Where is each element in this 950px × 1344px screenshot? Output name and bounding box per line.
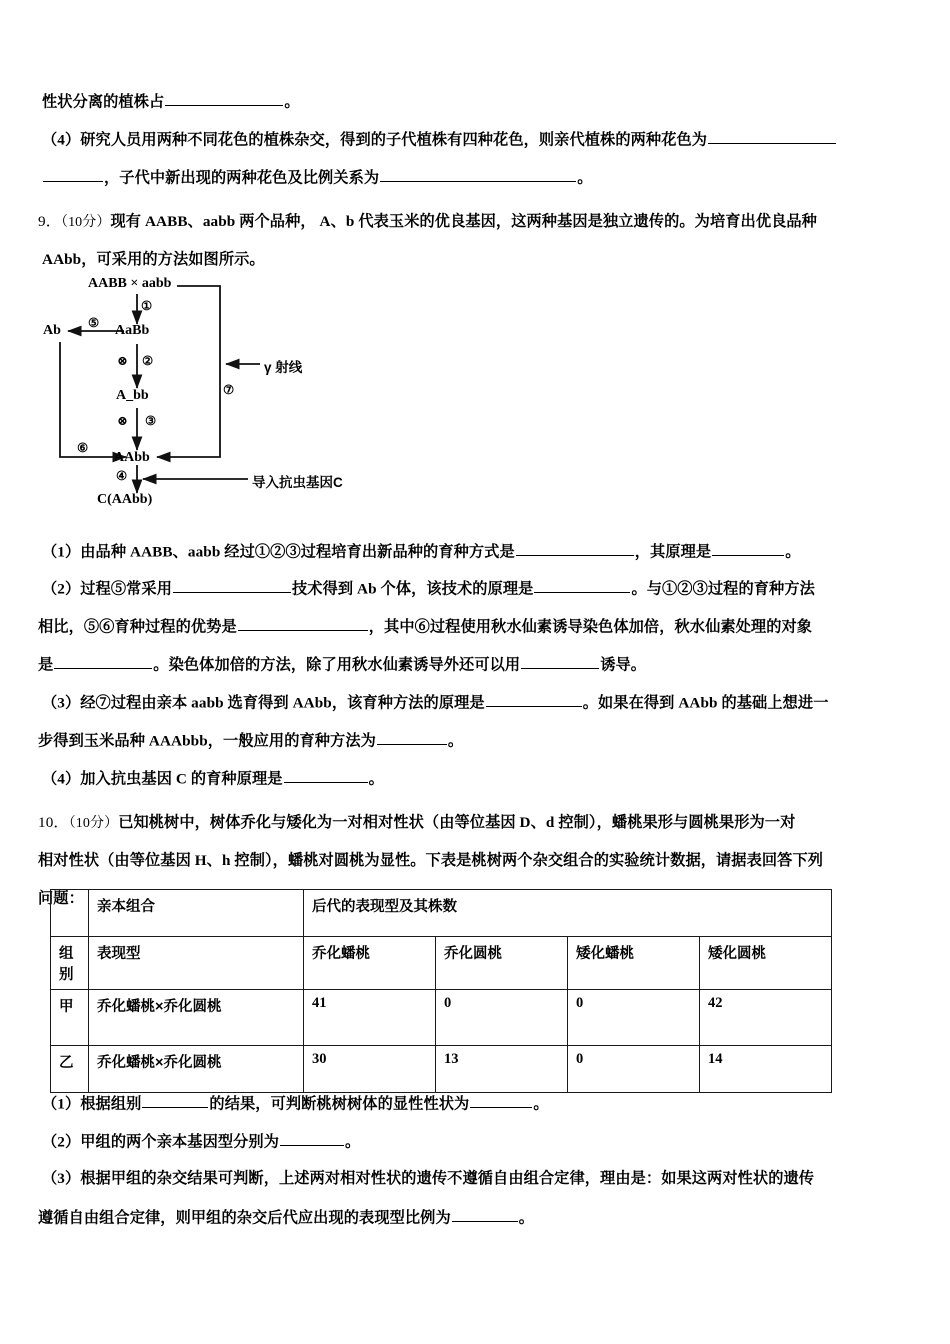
answer-blank[interactable] (165, 91, 283, 106)
table-row (51, 990, 832, 1046)
q9-sub-4: （4）加入抗虫基因 C 的育种原理是 。 (42, 768, 384, 789)
diagram-node-parents: AABB × aabb (88, 276, 172, 291)
answer-blank[interactable] (377, 730, 447, 745)
breeding-flow-diagram (40, 272, 343, 522)
q10-sub-2: （2）甲组的两个亲本基因型分别为 。 (42, 1131, 360, 1152)
answer-blank[interactable] (54, 654, 152, 669)
answer-blank[interactable] (280, 1131, 344, 1146)
q10-sub-3-line-1: （3）根据甲组的杂交结果可判断，上述两对相对性状的遗传不遵循自由组合定律，理由是：如果这两对性状的遗传 (42, 1170, 815, 1187)
answer-blank[interactable] (708, 129, 836, 144)
transgene-label: 导入抗虫基因C (252, 475, 343, 490)
table-header-tall-flat: 乔化蟠桃 (304, 937, 436, 990)
question-10-stem-line-3: 问题： (38, 890, 84, 907)
table-cell-group: 甲 (51, 990, 89, 1046)
diagram-node-ab: Ab (43, 323, 61, 338)
table-cell-count: 41 (304, 990, 436, 1046)
table-cell-empty (51, 890, 89, 937)
diagram-step-4: ④ (116, 469, 128, 483)
self-cross-symbol-2: ⊗ (117, 413, 128, 428)
q9-sub-3-line-2: 步得到玉米品种 AAAbbb，一般应用的育种方法为 。 (38, 730, 463, 751)
answer-blank[interactable] (43, 167, 103, 182)
answer-blank[interactable] (173, 578, 291, 593)
table-header-offspring: 后代的表现型及其株数 (304, 890, 832, 937)
table-cell-count: 0 (568, 1046, 700, 1093)
top-line-1: 性状分离的植株占 。 (42, 91, 300, 112)
table-header-phenotype: 表现型 (89, 937, 304, 990)
gamma-ray-label: γ 射线 (264, 360, 303, 375)
table-cell-count: 14 (700, 1046, 832, 1093)
self-cross-symbol-1: ⊗ (117, 353, 128, 368)
q9-sub-2-line-3: 是 。染色体加倍的方法，除了用秋水仙素诱导外还可以用 诱导。 (38, 654, 646, 675)
table-header-parent-combination: 亲本组合 (89, 890, 304, 937)
q9-sub-2-line-2: 相比，⑤⑥育种过程的优势是 ，其中⑥过程使用秋水仙素诱导染色体加倍，秋水仙素处理的对象 (38, 616, 812, 637)
table-row (51, 1046, 832, 1093)
table-cell-count: 13 (436, 1046, 568, 1093)
table-header-row-1 (51, 890, 832, 937)
diagram-node-aabb: AAbb (114, 450, 150, 465)
table-header-row-2 (51, 937, 832, 990)
table-cell-cross: 乔化蟠桃×乔化圆桃 (89, 1046, 304, 1093)
q10-sub-3-line-2: 遵循自由组合定律，则甲组的杂交后代应出现的表现型比例为 。 (38, 1207, 534, 1228)
top-q4-line-2: ，子代中新出现的两种花色及比例关系为 。 (42, 167, 592, 188)
diagram-step-3: ③ (145, 414, 157, 428)
q9-sub-3-line-1: （3）经⑦过程由亲本 aabb 选育得到 AAbb，该育种方法的原理是 。如果在得到 AAbb 的基础上想进一 (42, 692, 828, 713)
answer-blank[interactable] (380, 167, 576, 182)
diagram-step-6: ⑥ (77, 441, 89, 455)
q9-sub-1: （1）由品种 AABB、aabb 经过①②③过程培育出新品种的育种方式是 ，其原理是 。 (42, 541, 801, 562)
answer-blank[interactable] (534, 578, 630, 593)
top-q4-line-1: （4）研究人员用两种不同花色的植株杂交，得到的子代植株有四种花色，则亲代植株的两种花色为 (42, 129, 837, 150)
table-cell-count: 42 (700, 990, 832, 1046)
table-cell-count: 30 (304, 1046, 436, 1093)
diagram-node-a-bb: A_bb (116, 388, 149, 403)
answer-blank[interactable] (470, 1093, 532, 1108)
diagram-step-5: ⑤ (88, 316, 100, 330)
table-cell-count: 0 (436, 990, 568, 1046)
cross-results-table (50, 889, 832, 1093)
answer-blank[interactable] (452, 1207, 518, 1222)
q10-sub-1: （1）根据组别 的结果，可判断桃树树体的显性性状为 。 (42, 1093, 549, 1114)
table-header-tall-round: 乔化圆桃 (436, 937, 568, 990)
question-10-stem-line-1: 10．（10分）已知桃树中，树体乔化与矮化为一对相对性状（由等位基因 D、d 控制），蟠桃果形与圆桃果形为一对 (38, 814, 796, 831)
table-cell-count: 0 (568, 990, 700, 1046)
diagram-step-1: ① (141, 299, 153, 313)
table-header-dwarf-flat: 矮化蟠桃 (568, 937, 700, 990)
q9-sub-2-line-1: （2）过程⑤常采用 技术得到 Ab 个体，该技术的原理是 。与①②③过程的育种方法 (42, 578, 815, 599)
answer-blank[interactable] (521, 654, 599, 669)
table-header-dwarf-round: 矮化圆桃 (700, 937, 832, 990)
answer-blank[interactable] (486, 692, 582, 707)
answer-blank[interactable] (712, 541, 784, 556)
answer-blank[interactable] (516, 541, 634, 556)
table-cell-cross: 乔化蟠桃×乔化圆桃 (89, 990, 304, 1046)
question-9-stem-line-2: AAbb，可采用的方法如图所示。 (42, 251, 265, 268)
diagram-step-7: ⑦ (223, 383, 235, 397)
table-cell-group: 乙 (51, 1046, 89, 1093)
answer-blank[interactable] (238, 616, 368, 631)
table-header-group: 组别 (51, 937, 89, 990)
diagram-step-2: ② (142, 354, 154, 368)
diagram-node-f1: AaBb (115, 323, 150, 338)
answer-blank[interactable] (142, 1093, 208, 1108)
answer-blank[interactable] (284, 768, 368, 783)
diagram-node-final: C(AAbb) (97, 492, 153, 507)
question-10-stem-line-2: 相对性状（由等位基因 H、h 控制），蟠桃对圆桃为显性。下表是桃树两个杂交组合的实验统计数据，请据表回答下列 (38, 852, 824, 869)
question-9-stem-line-1: 9．（10分）现有 AABB、aabb 两个品种， A、b 代表玉米的优良基因，这两种基因是独立遗传的。为培育出优良品种 (38, 213, 817, 230)
